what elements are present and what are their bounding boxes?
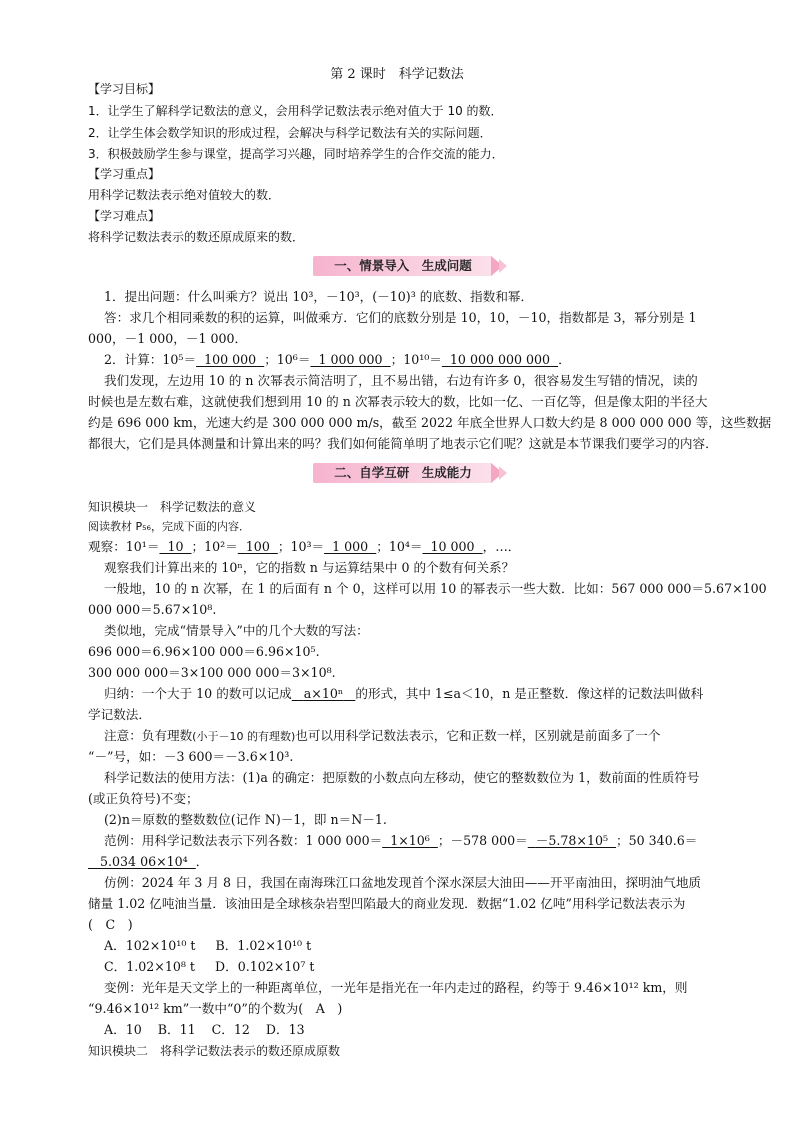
q2-answer-b: [310, 352, 390, 367]
imitation-options-row2: [104, 957, 764, 977]
banner-arrow-icon: [499, 259, 507, 273]
banner-arrow-icon: [499, 466, 507, 480]
obs-blank-d-text: 10 000: [430, 539, 475, 554]
sample-blank-b-text: －5.78×10⁵: [535, 833, 609, 848]
objective-1: 1．让学生了解科学记数法的意义，会用科学记数法表示绝对值大于 10 的数．: [88, 104, 503, 118]
difficulties-text: 将科学记数法表示的数还原成原来的数．: [88, 230, 305, 244]
sample-blank-b: [528, 833, 616, 848]
sample-blank-a-text: 1×10⁶: [390, 833, 430, 848]
intro-paragraph-1: 我们发现，左边用 10 的 n 次幂表示简洁明了，且不易出错，右边有许多 0，很容易发生写错的情况，读的: [104, 373, 698, 388]
option-a: A．102×10¹⁰ t: [104, 938, 196, 953]
note-part-a: 注意：负有理数: [104, 728, 193, 743]
summary-blank: [292, 686, 356, 701]
option-b: B．1.02×10¹⁰ t: [215, 938, 312, 953]
variation-option-c: C．12: [211, 1022, 250, 1037]
imitation-answer: ( C ): [88, 917, 133, 932]
sample-line: [104, 831, 764, 851]
sample-end: ．: [195, 854, 209, 869]
difficulties-heading: 【学习难点】: [88, 209, 161, 223]
sample-blank-c-text: 5.034 06×10⁴: [100, 854, 188, 869]
q2-mid1: ；10⁶＝: [264, 352, 311, 367]
sample-mid2: ；50 340.6＝: [616, 833, 698, 848]
sample-prefix: 范例：用科学记数法表示下列各数：1 000 000＝: [104, 833, 383, 848]
example-line-2: 300 000 000＝3×100 000 000＝3×10⁸.: [88, 665, 336, 680]
section2-banner: [313, 463, 503, 483]
obs-prefix: 观察：10¹＝: [88, 539, 160, 554]
module-2-heading: 知识模块二 将科学记数法表示的数还原成原数: [88, 1044, 341, 1058]
summary-blank-text: a×10ⁿ: [303, 686, 344, 701]
obs-blank-b-text: 100: [245, 539, 270, 554]
answer-1-line2: 000，－1 000，－1 000．: [88, 331, 248, 346]
objective-2: 2．让学生体会数学知识的形成过程，会解决与科学记数法有关的实际问题．: [88, 126, 492, 140]
q2-answer-c-text: 10 000 000 000: [449, 352, 551, 367]
imitation-options-row1: [104, 936, 764, 956]
obs-blank-a-text: 10: [167, 539, 184, 554]
summary-suffix: 的形式，其中 1≤a＜10，n 是正整数．像这样的记数法叫做科: [355, 686, 704, 701]
variation-options: [104, 1020, 764, 1040]
key-points-text: 用科学记数法表示绝对值较大的数．: [88, 188, 281, 202]
q2-prefix: 2．计算：10⁵＝: [104, 352, 197, 367]
note-line2: “－”号，如：－3 600＝－3.6×10³.: [88, 749, 294, 764]
variation-option-b: B．11: [157, 1022, 196, 1037]
q2-answer-a-text: 100 000: [204, 352, 257, 367]
section2-title: 二、自学互研 生成能力: [334, 465, 472, 480]
answer-1-line1: 答：求几个相同乘数的积的运算，叫做乘方．它们的底数分别是 10，10，－10，指数都是 3，幂分别是 1: [104, 310, 697, 325]
note-line1: [104, 726, 764, 747]
obs-mid3: ；10⁴＝: [376, 539, 423, 554]
note-part-c: 也可以用科学记数法表示，它和正数一样，区别就是前面多了一个: [295, 728, 661, 743]
key-points-heading: 【学习重点】: [88, 167, 161, 181]
obs-blank-a: [159, 539, 191, 554]
variation-line1: 变例：光年是天文学上的一种距离单位，一光年是指光在一年内走过的路程，约等于 9.46×10¹² km，则: [104, 980, 688, 995]
variation-option-a: A．10: [104, 1022, 142, 1037]
q2-end: ．: [558, 352, 571, 367]
general-rule-line2: 000 000＝5.67×10⁸.: [88, 602, 217, 617]
sample-mid1: ；－578 000＝: [437, 833, 528, 848]
observation-line: [88, 537, 748, 557]
summary-prefix: 归纳：一个大于 10 的数可以记成: [104, 686, 292, 701]
option-c: C．1.02×10⁸ t: [104, 959, 195, 974]
obs-mid2: ；10³＝: [277, 539, 325, 554]
obs-blank-c: [324, 539, 376, 554]
sample-blank-c: [88, 854, 196, 869]
question-1: 1．提出问题：什么叫乘方？说出 10³，－10³，(－10)³ 的底数、指数和幂．: [104, 289, 534, 304]
observation-question: 观察我们计算出来的 10ⁿ，它的指数 n 与运算结果中 0 的个数有何关系？: [104, 560, 515, 575]
general-rule-line1: 一般地，10 的 n 次幂，在 1 的后面有 n 个 0，这样可以用 10 的幂表示一些大数．比如：567 000 000＝5.67×100: [104, 581, 767, 596]
option-d: D．0.102×10⁷ t: [215, 959, 315, 974]
intro-paragraph-3: 约是 696 000 km，光速大约是 300 000 000 m/s，截至 2022 年底全世界人口数大约是 8 000 000 000 等，这些数据: [88, 415, 772, 430]
section1-banner: [313, 256, 503, 276]
q2-answer-c: [442, 352, 558, 367]
summary-line1: [104, 684, 764, 704]
obs-blank-d: [422, 539, 482, 554]
q2-mid2: ；10¹⁰＝: [390, 352, 442, 367]
sample-blank-a: [382, 833, 438, 848]
intro-paragraph-2: 时候也是左数右难，这就使我们想到用 10 的 n 次幂表示较大的数，比如一亿、一百亿等，但是像太阳的半径大: [88, 394, 708, 409]
usage-line2: (或正负符号)不变；: [88, 791, 199, 806]
variation-line2: “9.46×10¹² km”一数中“0”的个数为( A ): [88, 1001, 343, 1016]
imitation-line1: 仿例：2024 年 3 月 8 日，我国在南海珠江口盆地发现首个深水深层大油田——开平南油田，探明油气地质: [104, 875, 702, 890]
similar-instruction: 类似地，完成“情景导入”中的几个大数的写法：: [104, 623, 369, 638]
imitation-line2: 储量 1.02 亿吨油当量．该油田是全球核杂岩型凹陷最大的商业发现．数据“1.02 亿吨”用科学记数法表示为: [88, 896, 686, 911]
usage-line3: (2)n＝原数的整数数位(记作 N)－1，即 n＝N－1.: [104, 812, 387, 827]
obs-blank-c-text: 1 000: [332, 539, 369, 554]
usage-line1: 科学记数法的使用方法：(1)a 的确定：把原数的小数点向左移动，使它的整数数位为 1，数前面的性质符号: [104, 770, 700, 785]
example-line-1: 696 000＝6.96×100 000＝6.96×10⁵.: [88, 644, 320, 659]
objective-3: 3．积极鼓励学生参与课堂，提高学习兴趣，同时培养学生的合作交流的能力．: [88, 147, 504, 161]
obs-blank-b: [238, 539, 278, 554]
module-1-heading: 知识模块一 科学记数法的意义: [88, 500, 257, 514]
reading-instruction: 阅读教材 P₅₆，完成下面的内容．: [88, 520, 250, 533]
variation-option-d: D．13: [265, 1022, 305, 1037]
obs-end: ，…．: [482, 539, 521, 554]
section1-title: 一、情景导入 生成问题: [334, 258, 472, 273]
obs-mid1: ；10²＝: [191, 539, 238, 554]
q2-answer-a: [196, 352, 264, 367]
page-title: 第 2 课时 科学记数法: [330, 67, 464, 82]
question-2: [104, 350, 764, 370]
note-part-b: (小于－10 的有理数): [192, 730, 296, 743]
summary-line2: 学记数法．: [88, 707, 151, 722]
sample-line2: [88, 852, 748, 872]
objectives-heading: 【学习目标】: [88, 82, 161, 96]
intro-paragraph-4: 都很大，它们是具体测量和计算出来的吗？我们如何能简单明了地表示它们呢？这就是本节课我们要学习的内容．: [88, 436, 718, 451]
q2-answer-b-text: 1 000 000: [318, 352, 383, 367]
